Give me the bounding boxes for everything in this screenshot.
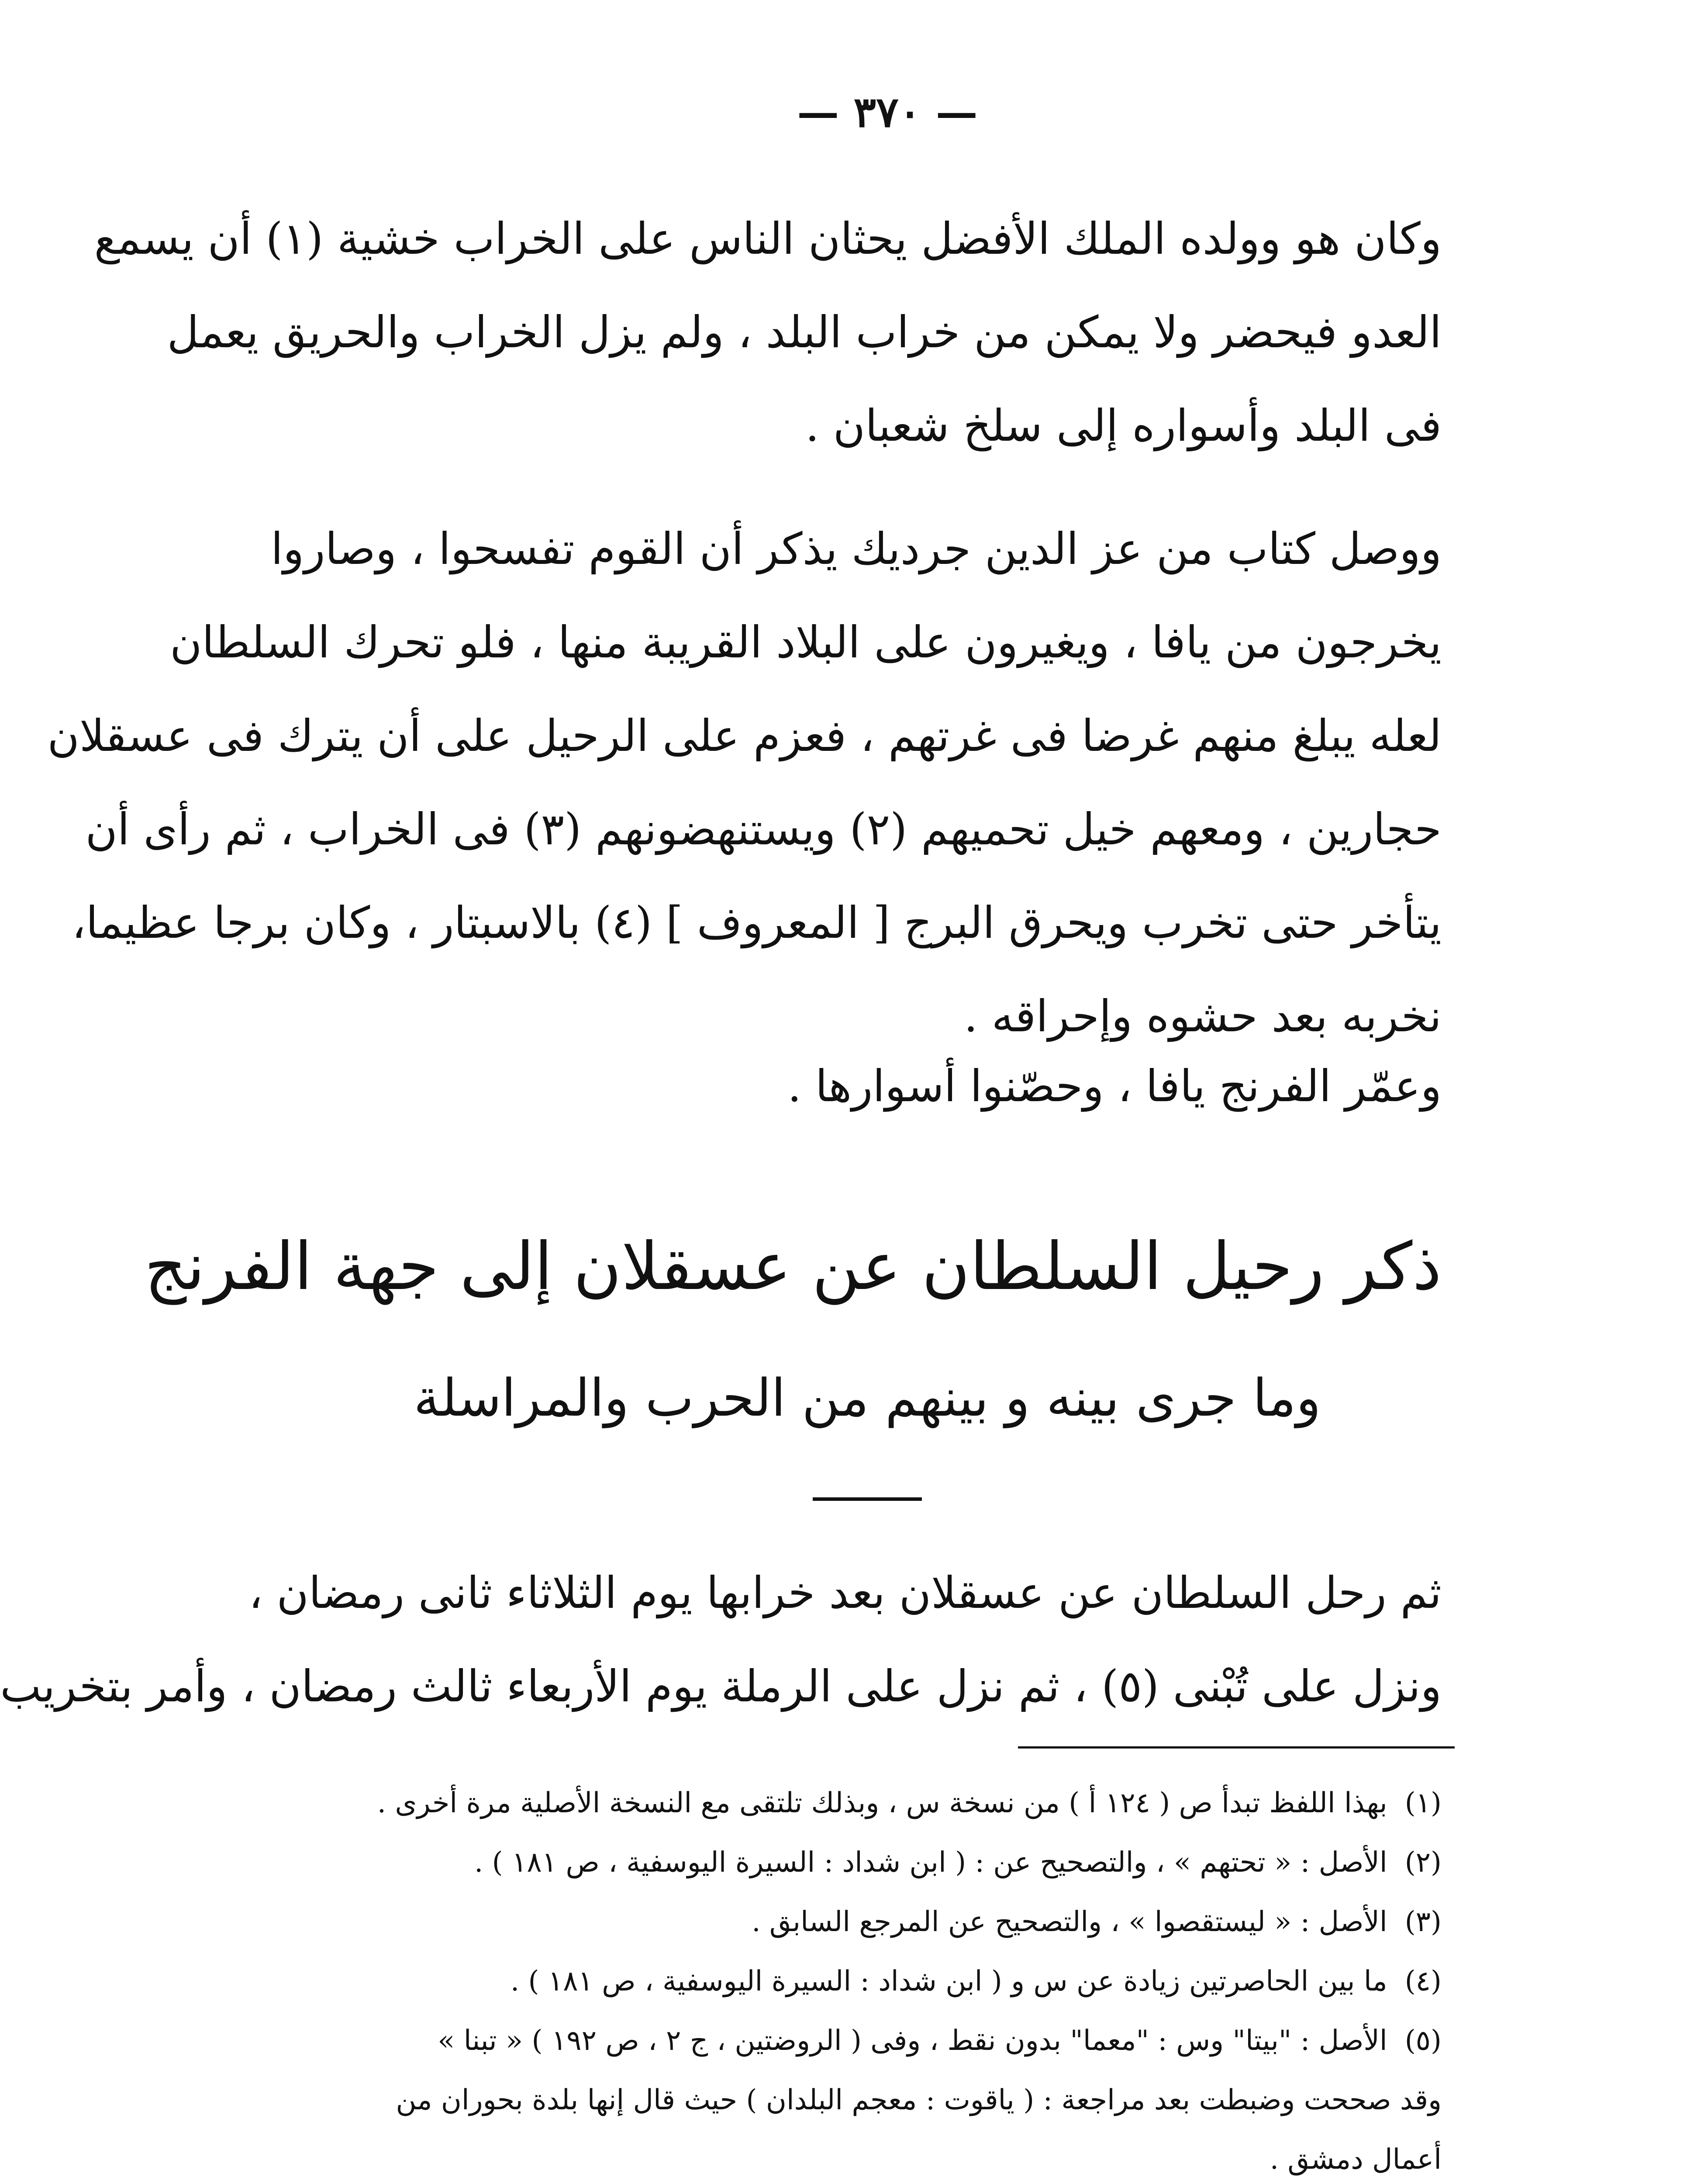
- text-line: حجارين ، ومعهم خيل تحميهم (٢) ويستنهضونهم (٣) فى الخراب ، ثم رأى أن: [85, 804, 1442, 855]
- footnote: [332, 1833, 1442, 1892]
- footnote-number: (٤): [1404, 1965, 1442, 1997]
- text-line: ونزل على تُبْنى (٥) ، ثم نزل على الرملة يوم الأربعاء ثالث رمضان ، وأمر بتخريب: [0, 1661, 1442, 1712]
- footnote-number: (٢): [1404, 1846, 1442, 1879]
- footnote-text: الأصل : « ليستقصوا » ، والتصحيح عن المرجع السابق .: [752, 1906, 1387, 1938]
- footnote-divider: [1018, 1746, 1455, 1749]
- text-line: ووصل كتاب من عز الدين جرديك يذكر أن القوم تفسحوا ، وصاروا: [271, 523, 1442, 574]
- text-line: وكان هو وولده الملك الأفضل يحثان الناس على الخراب خشية (١) أن يسمع: [94, 213, 1442, 264]
- text-line: فى البلد وأسواره إلى سلخ شعبان .: [805, 400, 1442, 451]
- footnote-number: (١): [1404, 1787, 1442, 1819]
- footnote-text: الأصل : « تحتهم » ، والتصحيح عن : ( ابن شداد : السيرة اليوسفية ، ص ١٨١ ) .: [474, 1846, 1387, 1879]
- text-line: لعله يبلغ منهم غرضا فى غرتهم ، فعزم على الرحيل على أن يترك فى عسقلان: [47, 710, 1442, 761]
- text-line: نخربه بعد حشوه وإحراقه .: [964, 991, 1442, 1042]
- footnote: [332, 1773, 1442, 1833]
- footnote-text: بهذا اللفظ تبدأ ص ( ١٢٤ أ ) من نسخة س ، وبذلك تلتقى مع النسخة الأصلية مرة أخرى .: [377, 1787, 1387, 1819]
- page-number: — ٣٧٠ —: [797, 87, 978, 137]
- section-subheading: وما جرى بينه و بينهم من الحرب والمراسلة: [414, 1368, 1321, 1428]
- text-line: يتأخر حتى تخرب ويحرق البرج [ المعروف ] (٤) بالاسبتار ، وكان برجا عظيما،: [72, 897, 1442, 948]
- text-line: ثم رحل السلطان عن عسقلان بعد خرابها يوم الثلاثاء ثانى رمضان ،: [248, 1567, 1442, 1618]
- text-line: العدو فيحضر ولا يمكن من خراب البلد ، ولم يزل الخراب والحريق يعمل: [167, 307, 1442, 358]
- paragraph-3: [293, 1040, 1442, 1133]
- footnote-number: (٥): [1404, 2025, 1442, 2057]
- footnote: [332, 1892, 1442, 1952]
- text-line: يخرجون من يافا ، ويغيرون على البلاد القريبة منها ، فلو تحرك السلطان: [170, 617, 1442, 668]
- heading-divider: [813, 1497, 922, 1501]
- footnote-continuation: أعمال دمشق .: [1270, 2143, 1442, 2176]
- footnote-continuation: وقد صححت وضبطت بعد مراجعة : ( ياقوت : معجم البلدان ) حيث قال إنها بلدة بحوران من: [396, 2084, 1442, 2116]
- paragraph-4: [0, 1546, 1442, 1733]
- section-heading: ذكر رحيل السلطان عن عسقلان إلى جهة الفرنج: [144, 1229, 1442, 1305]
- footnote-number: (٣): [1404, 1906, 1442, 1938]
- paragraph-1: [94, 192, 1442, 473]
- footnote: [332, 1952, 1442, 2011]
- footnote-text: الأصل : "بيتا" وس : "معما" بدون نقط ، وفى ( الروضتين ، ج ٢ ، ص ١٩٢ ) « تبنا »: [438, 2025, 1387, 2057]
- footnotes: [332, 1773, 1442, 2184]
- paragraph-2: [47, 502, 1442, 1063]
- footnote: [332, 2011, 1442, 2070]
- footnote-text: ما بين الحاصرتين زيادة عن س و ( ابن شداد : السيرة اليوسفية ، ص ١٨١ ) .: [510, 1965, 1387, 1997]
- text-line: وعمّر الفرنج يافا ، وحصّنوا أسوارها .: [787, 1061, 1442, 1112]
